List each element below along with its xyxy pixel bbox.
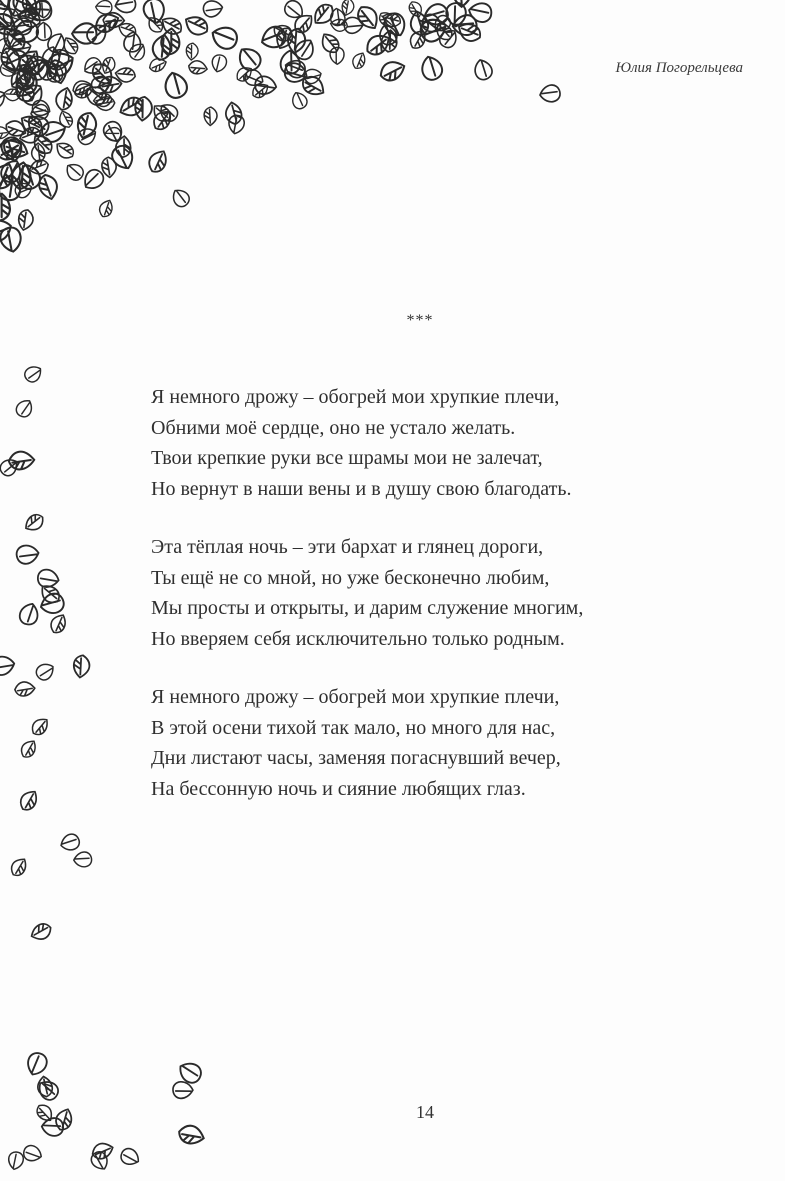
leaf-icon bbox=[14, 681, 35, 696]
leaf-icon bbox=[224, 101, 243, 125]
leaf-icon bbox=[63, 160, 86, 183]
leaf-icon bbox=[101, 157, 117, 178]
poem-line: Я немного дрожу – обогрей мои хрупкие плечи, bbox=[151, 686, 560, 708]
leaf-icon bbox=[467, 0, 495, 25]
leaf-icon bbox=[29, 921, 54, 943]
poem-line: На бессонную ночь и сияние любящих глаз. bbox=[151, 777, 526, 800]
leaf-icon bbox=[188, 59, 209, 75]
leaf-icon bbox=[23, 364, 45, 384]
leaf-icon bbox=[170, 186, 192, 209]
leaf-icon bbox=[0, 456, 21, 478]
leaf-icon bbox=[22, 511, 46, 534]
leaf-icon bbox=[185, 43, 199, 61]
leaf-icon bbox=[328, 46, 345, 65]
leaf-icon bbox=[291, 91, 309, 111]
leaf-icon bbox=[203, 1, 223, 18]
leaf-icon bbox=[226, 113, 247, 136]
poem-separator: *** bbox=[406, 312, 434, 329]
leaf-icon bbox=[118, 1145, 142, 1169]
running-header-author: Юлия Погорельцева bbox=[615, 60, 743, 76]
leaf-icon bbox=[281, 0, 306, 23]
leaf-icon bbox=[177, 1123, 206, 1147]
leaf-icon bbox=[164, 72, 187, 99]
leaf-icon bbox=[340, 0, 356, 17]
leaf-icon bbox=[421, 55, 443, 81]
leaf-icon bbox=[16, 208, 35, 231]
stanza-3 bbox=[151, 682, 751, 804]
leaf-icon bbox=[73, 851, 92, 868]
leaf-icon bbox=[60, 833, 81, 851]
stanza-1 bbox=[151, 382, 751, 504]
leaf-icon bbox=[8, 855, 30, 878]
poem-line: Дни листают часы, заменяя погаснувший вечер, bbox=[151, 747, 561, 769]
leaf-icon bbox=[474, 59, 493, 81]
leaf-icon bbox=[34, 661, 56, 682]
poem-line: Но вернут в наши вены и в душу свою благодать. bbox=[151, 477, 572, 500]
poem-line: Но вверяем себя исключительно только родным. bbox=[151, 627, 565, 650]
leaf-icon bbox=[209, 22, 241, 53]
poem-line: Твои крепкие руки все шрамы мои не залечат, bbox=[151, 447, 543, 469]
leaf-icon bbox=[279, 50, 302, 76]
leaf-icon bbox=[145, 147, 170, 175]
leaf-icon bbox=[41, 120, 67, 143]
leaf-icon bbox=[143, 0, 164, 23]
leaf-icon bbox=[97, 198, 115, 219]
leaf-icon bbox=[204, 107, 218, 126]
leaf-icon bbox=[21, 1143, 44, 1165]
poem-line: Ты ещё не со мной, но уже бесконечно любим, bbox=[151, 566, 550, 589]
poem-line: Эта тёплая ночь – эти бархат и глянец дороги, bbox=[151, 536, 544, 558]
leaf-icon bbox=[72, 654, 91, 678]
leaf-icon bbox=[5, 1150, 25, 1172]
leaf-icon bbox=[17, 601, 43, 628]
poem-line: Мы просты и открыты, и дарим служение многим, bbox=[151, 597, 584, 619]
leaf-icon bbox=[13, 397, 36, 420]
poem-line: Обними моё сердце, оно не устало желать. bbox=[151, 416, 516, 439]
leaf-icon bbox=[17, 787, 41, 813]
leaf-icon bbox=[53, 139, 77, 162]
leaf-icon bbox=[0, 219, 13, 243]
leaf-icon bbox=[540, 84, 561, 102]
poem-text bbox=[151, 382, 751, 832]
leaf-icon bbox=[134, 96, 153, 121]
leaf-icon bbox=[35, 567, 61, 591]
leaf-icon bbox=[18, 737, 39, 760]
leaf-icon bbox=[115, 0, 136, 13]
leaf-icon bbox=[209, 53, 229, 74]
leaf-icon bbox=[407, 0, 425, 19]
leaf-icon bbox=[48, 612, 70, 636]
poem-line: В этой осени тихой так мало, но много для нас, bbox=[151, 716, 556, 739]
leaf-icon bbox=[90, 1140, 115, 1161]
poem-line: Я немного дрожу – обогрей мои хрупкие плечи, bbox=[151, 386, 560, 408]
stanza-2 bbox=[151, 532, 751, 654]
leaf-icon bbox=[354, 3, 382, 33]
leaf-icon bbox=[57, 109, 75, 130]
page-number: 14 bbox=[416, 1102, 434, 1122]
leaf-icon bbox=[16, 545, 39, 564]
leaf-icon bbox=[0, 656, 14, 675]
leaf-icon bbox=[29, 715, 52, 738]
leaf-icon bbox=[54, 86, 75, 112]
leaf-icon bbox=[23, 1049, 51, 1078]
leaf-icon bbox=[378, 58, 408, 84]
leaf-icon bbox=[291, 11, 317, 36]
leaf-icon bbox=[350, 50, 368, 70]
